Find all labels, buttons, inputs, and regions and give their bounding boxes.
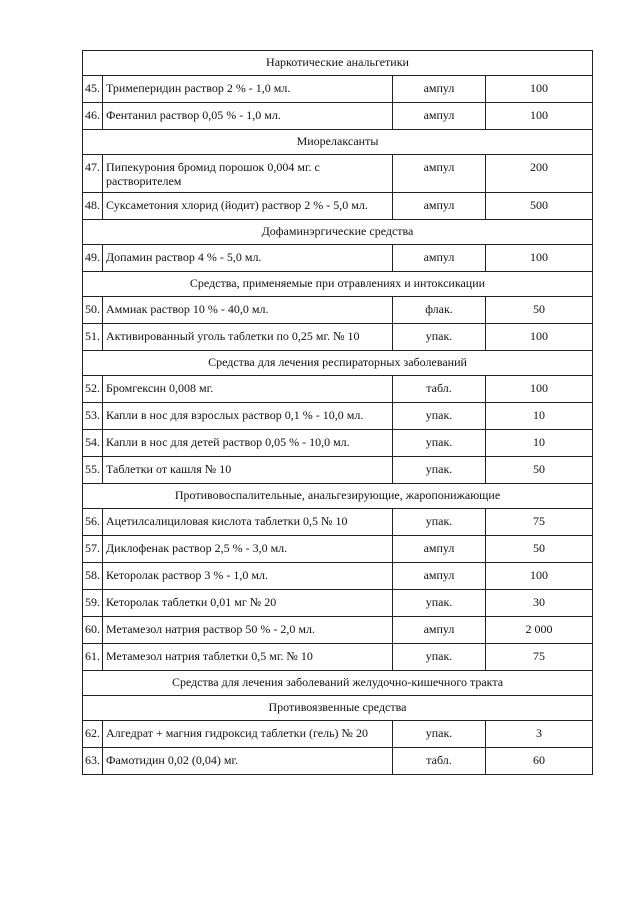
table-row <box>83 103 593 130</box>
section-title: Дофаминэргические средства <box>83 220 593 245</box>
item-name: Кеторолак раствор 3 % - 1,0 мл. <box>103 563 393 590</box>
section-title: Противоязвенные средства <box>83 696 593 721</box>
item-quantity: 2 000 <box>486 617 593 644</box>
item-quantity: 100 <box>486 563 593 590</box>
row-number: 46. <box>83 103 103 130</box>
item-quantity: 100 <box>486 76 593 103</box>
table-row <box>83 536 593 563</box>
table-row <box>83 509 593 536</box>
item-quantity: 30 <box>486 590 593 617</box>
section-title: Средства для лечения заболеваний желудочно-кишечного тракта <box>83 671 593 696</box>
item-unit: ампул <box>393 563 486 590</box>
item-name: Диклофенак раствор 2,5 % - 3,0 мл. <box>103 536 393 563</box>
row-number: 62. <box>83 721 103 748</box>
item-unit: ампул <box>393 617 486 644</box>
row-number: 60. <box>83 617 103 644</box>
section-header-row <box>83 484 593 509</box>
row-number: 61. <box>83 644 103 671</box>
table-row <box>83 245 593 272</box>
row-number: 50. <box>83 297 103 324</box>
item-unit: упак. <box>393 721 486 748</box>
item-unit: флак. <box>393 297 486 324</box>
row-number: 53. <box>83 403 103 430</box>
section-header-row <box>83 696 593 721</box>
item-quantity: 50 <box>486 457 593 484</box>
item-unit: ампул <box>393 245 486 272</box>
section-header-row <box>83 272 593 297</box>
table-row <box>83 430 593 457</box>
item-name: Метамезол натрия таблетки 0,5 мг. № 10 <box>103 644 393 671</box>
item-quantity: 10 <box>486 403 593 430</box>
row-number: 55. <box>83 457 103 484</box>
item-quantity: 50 <box>486 536 593 563</box>
item-unit: табл. <box>393 748 486 775</box>
row-number: 63. <box>83 748 103 775</box>
item-name: Капли в нос для детей раствор 0,05 % - 10,0 мл. <box>103 430 393 457</box>
section-header-row <box>83 671 593 696</box>
item-name: Активированный уголь таблетки по 0,25 мг. № 10 <box>103 324 393 351</box>
item-quantity: 100 <box>486 245 593 272</box>
row-number: 51. <box>83 324 103 351</box>
item-name: Аммиак раствор 10 % - 40,0 мл. <box>103 297 393 324</box>
item-quantity: 500 <box>486 193 593 220</box>
item-unit: упак. <box>393 324 486 351</box>
item-name: Суксаметония хлорид (йодит) раствор 2 % - 5,0 мл. <box>103 193 393 220</box>
table-row <box>83 297 593 324</box>
item-quantity: 100 <box>486 376 593 403</box>
item-name: Ацетилсалициловая кислота таблетки 0,5 № 10 <box>103 509 393 536</box>
item-name: Допамин раствор 4 % - 5,0 мл. <box>103 245 393 272</box>
table-row <box>83 563 593 590</box>
row-number: 47. <box>83 155 103 193</box>
row-number: 58. <box>83 563 103 590</box>
item-unit: ампул <box>393 103 486 130</box>
section-title: Наркотические анальгетики <box>83 51 593 76</box>
row-number: 56. <box>83 509 103 536</box>
section-title: Средства, применяемые при отравлениях и интоксикации <box>83 272 593 297</box>
row-number: 48. <box>83 193 103 220</box>
row-number: 45. <box>83 76 103 103</box>
item-name: Фентанил раствор 0,05 % - 1,0 мл. <box>103 103 393 130</box>
table-row <box>83 155 593 193</box>
item-unit: упак. <box>393 430 486 457</box>
item-name: Тримеперидин раствор 2 % - 1,0 мл. <box>103 76 393 103</box>
section-header-row <box>83 130 593 155</box>
table-row <box>83 644 593 671</box>
table-row <box>83 193 593 220</box>
item-unit: упак. <box>393 590 486 617</box>
section-header-row <box>83 351 593 376</box>
item-name: Таблетки от кашля № 10 <box>103 457 393 484</box>
table-row <box>83 324 593 351</box>
row-number: 49. <box>83 245 103 272</box>
item-quantity: 10 <box>486 430 593 457</box>
medication-table <box>82 50 593 775</box>
item-quantity: 100 <box>486 103 593 130</box>
item-unit: ампул <box>393 536 486 563</box>
table-row <box>83 457 593 484</box>
table-row <box>83 590 593 617</box>
table-row <box>83 721 593 748</box>
row-number: 54. <box>83 430 103 457</box>
item-quantity: 75 <box>486 644 593 671</box>
item-name: Алгедрат + магния гидроксид таблетки (гель) № 20 <box>103 721 393 748</box>
item-name: Капли в нос для взрослых раствор 0,1 % - 10,0 мл. <box>103 403 393 430</box>
item-name: Фамотидин 0,02 (0,04) мг. <box>103 748 393 775</box>
section-header-row <box>83 51 593 76</box>
item-unit: упак. <box>393 403 486 430</box>
item-unit: упак. <box>393 509 486 536</box>
table-row <box>83 76 593 103</box>
section-header-row <box>83 220 593 245</box>
item-unit: ампул <box>393 155 486 193</box>
item-name: Бромгексин 0,008 мг. <box>103 376 393 403</box>
item-quantity: 60 <box>486 748 593 775</box>
item-quantity: 50 <box>486 297 593 324</box>
item-unit: упак. <box>393 644 486 671</box>
item-name: Кеторолак таблетки 0,01 мг № 20 <box>103 590 393 617</box>
table-row <box>83 617 593 644</box>
section-title: Миорелаксанты <box>83 130 593 155</box>
row-number: 57. <box>83 536 103 563</box>
item-unit: упак. <box>393 457 486 484</box>
item-quantity: 3 <box>486 721 593 748</box>
section-title: Противовоспалительные, анальгезирующие, жаропонижающие <box>83 484 593 509</box>
item-unit: ампул <box>393 76 486 103</box>
table-row <box>83 376 593 403</box>
item-name: Пипекурония бромид порошок 0,004 мг. с растворителем <box>103 155 393 193</box>
item-quantity: 100 <box>486 324 593 351</box>
item-unit: ампул <box>393 193 486 220</box>
item-quantity: 200 <box>486 155 593 193</box>
row-number: 52. <box>83 376 103 403</box>
table-row <box>83 748 593 775</box>
section-title: Средства для лечения респираторных заболеваний <box>83 351 593 376</box>
row-number: 59. <box>83 590 103 617</box>
item-quantity: 75 <box>486 509 593 536</box>
item-name: Метамезол натрия раствор 50 % - 2,0 мл. <box>103 617 393 644</box>
item-unit: табл. <box>393 376 486 403</box>
table-row <box>83 403 593 430</box>
